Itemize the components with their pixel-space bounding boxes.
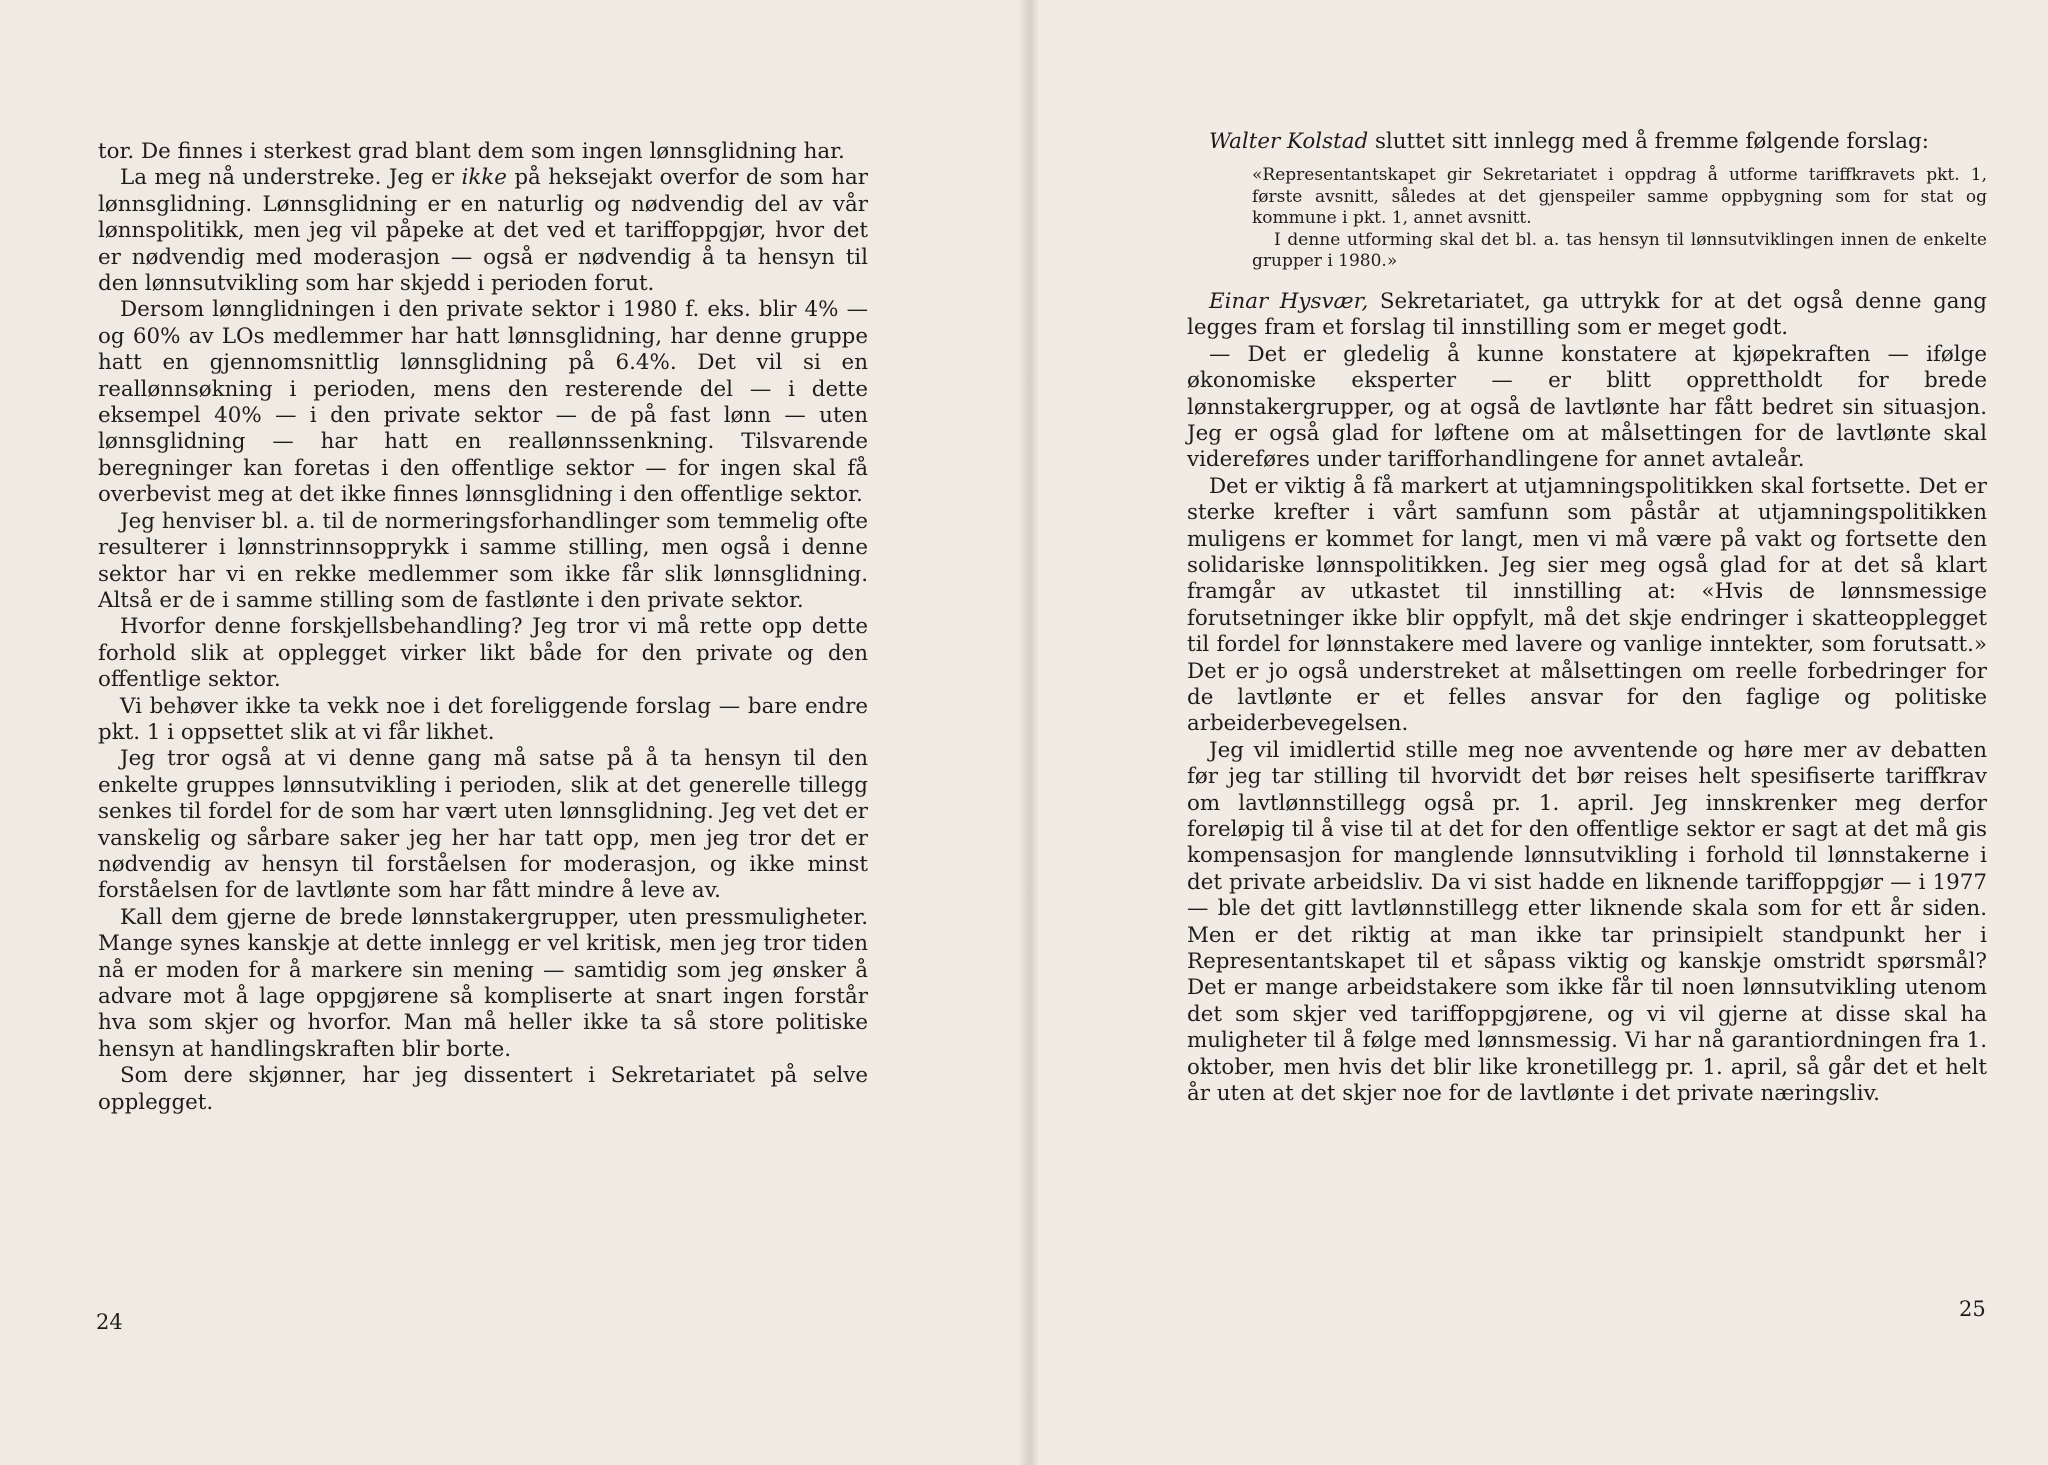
block-quote: [1252, 165, 1987, 273]
paragraph: Vi behøver ikke ta vekk noe i det foreliggende forslag — bare endre pkt. 1 i oppsettet slik at vi får likhet.: [98, 693, 868, 745]
paragraph: tor. De finnes i sterkest grad blant dem som ingen lønnsglidning har.: [98, 139, 845, 164]
paragraph: Einar Hysvær, Sekretariatet, ga uttrykk for at det også denne gang legges fram et forslag til innstilling som er meget godt.: [1187, 288, 1987, 341]
speaker-name: Walter Kolstad: [1209, 129, 1369, 154]
paragraph: Dersom lønnglidningen i den private sektor i 1980 f. eks. blir 4% — og 60% av LOs medlemmer har hatt lønnsglidning, har denne gruppe hatt en gjennomsnittlig lønnsglidning på 6.4%. Det vil si en reallønnsøkning i perioden, mens den resterende del — i dette eksempel 40% — i den private sektor — de på fast lønn — uten lønnsglidning — har hatt en reallønnssenkning. Tilsvarende beregninger kan foretas i den offentlige sektor — for ingen skal få overbevist meg at det ikke finnes lønnsglidning i den offentlige sektor.: [98, 297, 868, 508]
paragraph: La meg nå understreke. Jeg er ikke på heksejakt overfor de som har lønnsglidning. Lønnsglidning er en naturlig og nødvendig del av vår lønnspolitikk, men jeg vil påpeke at det ved et tariffoppgjør, hvor det er nødvendig med moderasjon — også er nødvendig å ta hensyn til den lønnsutvikling som har skjedd i perioden forut.: [98, 165, 868, 297]
paragraph: Som dere skjønner, har jeg dissentert i Sekretariatet på selve opplegget.: [98, 1063, 868, 1115]
right-text-column: [1187, 129, 1987, 1108]
paragraph: Walter Kolstad sluttet sitt innlegg med å fremme følgende forslag:: [1209, 129, 1929, 154]
paragraph: Det er viktig å få markert at utjamningspolitikken skal fortsette. Det er sterke krefter i vårt samfunn som påstår at utjamningspolitikken muligens er kommet for langt, men vi må være på vakt og fortsette den solidariske lønnspolitikken. Jeg sier meg også glad for at det så klart framgår av utkastet til innstilling at: «Hvis de lønnsmessige forutsetninger ikke blir oppfylt, må det skje endringer i skatteopplegget til fordel for lønnstakere med lavere og vanlige inntekter, som forutsatt.» Det er jo også understreket at målsettingen om reelle forbedringer for de lavtlønte er et felles ansvar for den faglige og politiske arbeiderbevegelsen.: [1187, 473, 1987, 737]
paragraph: Jeg henviser bl. a. til de normeringsforhandlinger som temmelig ofte resulterer i lønnstrinnsopprykk i samme stilling, men også i denne sektor har vi en rekke medlemmer som ikke får slik lønnsglidning. Altså er de i samme stilling som de fastlønte i den private sektor.: [98, 508, 868, 613]
paragraph: Jeg tror også at vi denne gang må satse på å ta hensyn til den enkelte gruppes lønnsutvikling i perioden, slik at det generelle tillegg senkes til fordel for de som har vært uten lønnsglidning. Jeg vet det er vanskelig og sårbare saker jeg her har tatt opp, men jeg tror det er nødvendig av hensyn til forståelsen for moderasjon, og ikke minst forståelsen for de lavtlønte som har fått mindre å leve av.: [98, 746, 868, 904]
right-page: [1027, 0, 2048, 1465]
quote-paragraph: I denne utforming skal det bl. a. tas hensyn til lønnsutviklingen innen de enkelte grupper i 1980.»: [1252, 229, 1987, 272]
page-number: 24: [96, 1310, 123, 1334]
speaker-name: Einar Hysvær,: [1209, 288, 1369, 314]
paragraph: Kall dem gjerne de brede lønnstakergrupper, uten pressmuligheter. Mange synes kanskje at dette innlegg er vel kritisk, men jeg tror tiden nå er moden for å markere sin mening — samtidig som jeg ønsker å advare mot å lage oppgjørene så kompliserte at snart ingen forstår hva som skjer og hvorfor. Man må heller ikke ta så store politiske hensyn at handlingskraften blir borte.: [98, 904, 868, 1062]
page-number: 25: [1959, 1297, 1986, 1321]
emphasis: ikke: [461, 165, 507, 191]
quote-paragraph: «Representantskapet gir Sekretariatet i oppdrag å utforme tariffkravets pkt. 1, første avsnitt, således at det gjenspeiler samme oppbygning som for stat og kommune i pkt. 1, annet avsnitt.: [1252, 165, 1987, 229]
left-text-column: [98, 139, 868, 1116]
paragraph: Jeg vil imidlertid stille meg noe avventende og høre mer av debatten før jeg tar stilling til hvorvidt det bør reises helt spesifiserte tariffkrav om lavtlønnstillegg også pr. 1. april. Jeg innskrenker meg derfor foreløpig til å vise til at det for den offentlige sektor er sagt at det må gis kompensasjon for manglende lønnsutvikling i forhold til lønnstakerne i det private arbeidsliv. Da vi sist hadde en liknende tariffoppgjør — i 1977 — ble det gitt lavtlønnstillegg etter liknende skala som for ett år siden. Men er det riktig at man ikke tar prinsipielt standpunkt her i Representantskapet til et såpass viktig og kanskje omstridt spørsmål? Det er mange arbeidstakere som ikke får til noen lønnsutvikling utenom det som skjer ved tariffoppgjørene, og vi vil gjerne at disse skal ha muligheter til å følge med lønnsmessig. Vi har nå garantiordningen fra 1. oktober, men hvis det blir like kronetillegg pr. 1. april, så går det et helt år uten at det skjer noe for de lavtlønte i det private næringsliv.: [1187, 737, 1987, 1107]
paragraph: Hvorfor denne forskjellsbehandling? Jeg tror vi må rette opp dette forhold slik at opplegget virker likt både for den private og den offentlige sektor.: [98, 614, 868, 693]
book-gutter: [1018, 0, 1040, 1465]
paragraph: — Det er gledelig å kunne konstatere at kjøpekraften — ifølge økonomiske eksperter — er blitt opprettholdt for brede lønnstakergrupper, og at også de lavtlønte har fått bedret sin situasjon. Jeg er også glad for løftene om at målsettingen for de lavtlønte skal videreføres under tarifforhandlingene for annet avtaleår.: [1187, 341, 1987, 473]
